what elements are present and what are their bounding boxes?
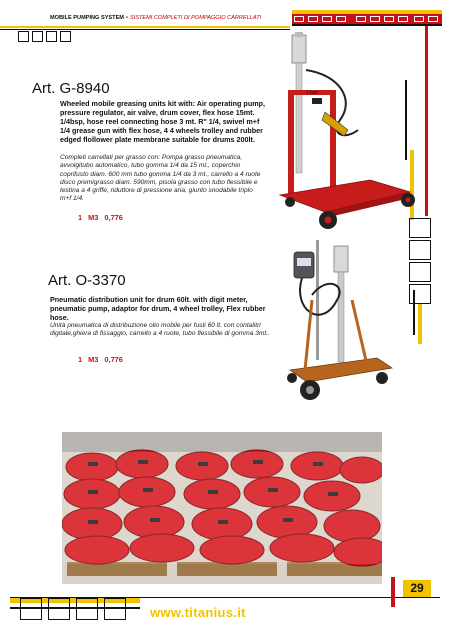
decor-square — [384, 16, 394, 22]
article-2-price-qty: 1 — [78, 355, 83, 364]
decor-bar — [391, 577, 395, 607]
article-1-description-it: Completi carrellati per grasso con: Pompa grasso pneumatica, avvolgitubo automatico, tubo gomma 1/4 da 15 mt., coperchio coprifusto diam. 600 mm tubo gomma 1/4 da 3 mt., carrello a 4 ruote disco premigrasso diam. 590mm, pisola grasso con tubo flessibile e testina a 4 griffe, riduttore di pressione aria, giunto snodabile triplo m+f 1/4. — [60, 154, 261, 203]
page-number: 29 — [403, 580, 431, 597]
footer-website-link[interactable]: www.titanius.it — [150, 605, 246, 620]
decor-square — [32, 31, 43, 42]
gauge-label: 7 bar — [306, 90, 318, 96]
decor-square — [414, 16, 424, 22]
decor-square — [104, 598, 126, 620]
article-1-description-en: Wheeled mobile greasing units kit with: Air operating pump, pressure regulator, air valve, drum cover, flex hose 15mt. 1/4bsp, hose reel connecting hose 3 mt. R" 1/4, swivel m+f 1/4 grease gun with flex hose, 4 4 wheels trolley and rubber edged flollower plate membrane suitable for drums 200lt. — [60, 99, 265, 144]
decor-square — [18, 31, 29, 42]
header-rule-yellow — [0, 26, 290, 28]
decor-square — [398, 16, 408, 22]
article-1-price-unit: M3 — [88, 213, 99, 222]
decor-square — [409, 262, 431, 282]
hose-reels-illustration — [62, 432, 382, 584]
decor-square — [60, 31, 71, 42]
header-rule-black — [0, 29, 290, 30]
decor-bar — [413, 290, 415, 335]
decor-bar — [292, 24, 442, 26]
decor-bar — [418, 304, 422, 344]
article-2-price-unit: M3 — [88, 355, 99, 364]
article-1-price-qty: 1 — [78, 213, 83, 222]
decor-square — [409, 240, 431, 260]
article-2-description-en: Pneumatic distribution unit for drum 60lt. with digit meter, pneumatic pump, adaptor for drum, 4 wheel trolley, Flex rubber hose. — [50, 295, 266, 322]
header-subtitle: SISTEMI COMPLETI DI POMPAGGIO CARRELLATI — [129, 15, 262, 21]
decor-square — [322, 16, 332, 22]
header-separator: • — [125, 15, 128, 21]
decor-bar — [425, 26, 428, 216]
decor-square — [428, 16, 438, 22]
hose-reels-photo — [62, 432, 382, 584]
decor-square — [308, 16, 318, 22]
header-title-main: MOBILE PUMPING SYSTEM — [50, 15, 124, 21]
article-2-price — [78, 355, 129, 364]
footer-rule — [10, 597, 440, 598]
decor-square — [48, 598, 70, 620]
decor-square — [356, 16, 366, 22]
header-title — [50, 15, 261, 21]
article-2-code: Art. O-3370 — [48, 272, 126, 289]
article-2-price-value: 0,776 — [104, 355, 123, 364]
decor-square — [46, 31, 57, 42]
article-1-price-value: 0,776 — [104, 213, 123, 222]
article-1-code: Art. G-8940 — [32, 80, 110, 97]
oil-trolley-image — [282, 240, 400, 415]
decor-square — [370, 16, 380, 22]
article-1-price — [78, 213, 129, 222]
grease-trolley-image — [270, 30, 420, 235]
decor-square — [294, 16, 304, 22]
decor-square — [20, 598, 42, 620]
decor-square — [336, 16, 346, 22]
article-2-description-it: Unità pneumatica di distribuzione olio mobile per fusti 60 lt. con contalitri digitale,ghiera di fissaggio, carrello a 4 ruote, tubo flessibile di gomma 3mt.. — [50, 322, 270, 338]
decor-square — [76, 598, 98, 620]
